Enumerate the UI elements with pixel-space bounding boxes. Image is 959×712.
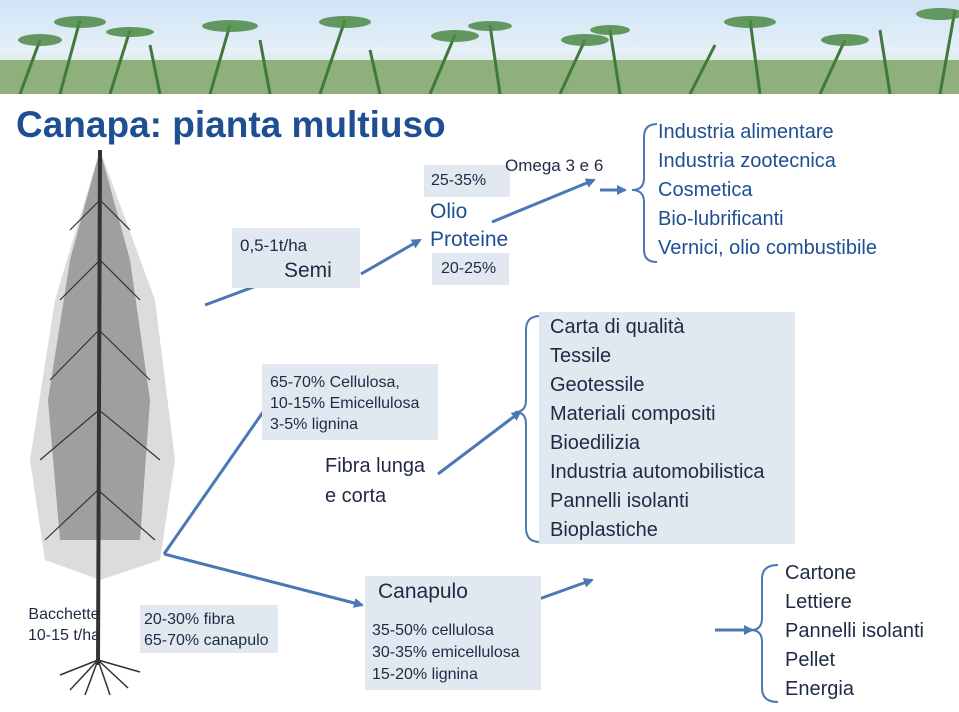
list-item: Industria automobilistica <box>550 461 765 483</box>
list-item: Pellet <box>785 649 836 671</box>
arrow-to-canapulo <box>164 554 362 605</box>
semi-uses-list <box>658 118 877 263</box>
list-item: 35-50% cellulosa <box>372 622 494 639</box>
arrow-to-fibra <box>164 402 270 554</box>
list-item: 30-35% emicellulosa <box>372 644 520 661</box>
semi-uses-brace <box>632 124 657 262</box>
proteine-label: Proteine <box>430 228 509 251</box>
fiber-ratio-text <box>144 609 269 651</box>
olio-pct: 25-35% <box>431 172 487 189</box>
page-title: Canapa: pianta multiuso <box>16 104 446 145</box>
arrow-to-fibra-uses <box>438 412 520 474</box>
list-item: 65-70% Cellulosa, <box>270 374 400 391</box>
fibra-uses-brace <box>515 316 540 542</box>
canapulo-label: Canapulo <box>378 580 468 603</box>
list-item: Industria zootecnica <box>658 150 836 172</box>
bacchette-label <box>24 604 104 646</box>
list-item: Pannelli isolanti <box>550 490 689 512</box>
list-item: Industria alimentare <box>658 121 834 143</box>
list-item: Lettiere <box>785 591 852 613</box>
list-item: Geotessile <box>550 374 645 396</box>
list-item: Carta di qualità <box>550 316 685 338</box>
fibra-composition <box>270 372 419 435</box>
canapulo-uses-list <box>785 559 924 704</box>
canapulo-composition <box>372 620 520 686</box>
olio-label: Olio <box>430 200 468 223</box>
omega-label: Omega 3 e 6 <box>505 156 604 175</box>
list-item: Bio-lubrificanti <box>658 208 784 230</box>
list-item: Tessile <box>550 345 612 367</box>
fibra-pct: 20-30% fibra <box>144 611 235 628</box>
list-item: Cosmetica <box>658 179 753 201</box>
list-item: Cartone <box>785 562 857 584</box>
semi-label: Semi <box>284 259 332 282</box>
canapulo-pct: 65-70% canapulo <box>144 632 269 649</box>
semi-yield: 0,5-1t/ha <box>240 236 308 255</box>
list-item: 3-5% lignina <box>270 416 359 433</box>
canapulo-uses-brace <box>751 565 778 702</box>
list-item: Bioplastiche <box>550 519 658 541</box>
list-item: 10-15% Emicellulosa <box>270 395 420 412</box>
bacchette-name: Bacchette <box>28 606 100 623</box>
list-item: Pannelli isolanti <box>785 620 924 642</box>
proteine-pct: 20-25% <box>441 260 497 277</box>
fibra-uses-list <box>550 313 765 545</box>
fibra-label-line2: e corta <box>325 485 387 507</box>
list-item: Bioedilizia <box>550 432 641 454</box>
fibra-label <box>325 451 425 511</box>
fibra-label-line1: Fibra lunga <box>325 455 426 477</box>
arrow-to-olio <box>361 240 420 274</box>
bacchette-yield: 10-15 t/ha <box>27 627 101 644</box>
list-item: Energia <box>785 678 854 700</box>
list-item: Vernici, olio combustibile <box>658 237 877 259</box>
list-item: Materiali compositi <box>550 403 716 425</box>
list-item: 15-20% lignina <box>372 666 478 683</box>
